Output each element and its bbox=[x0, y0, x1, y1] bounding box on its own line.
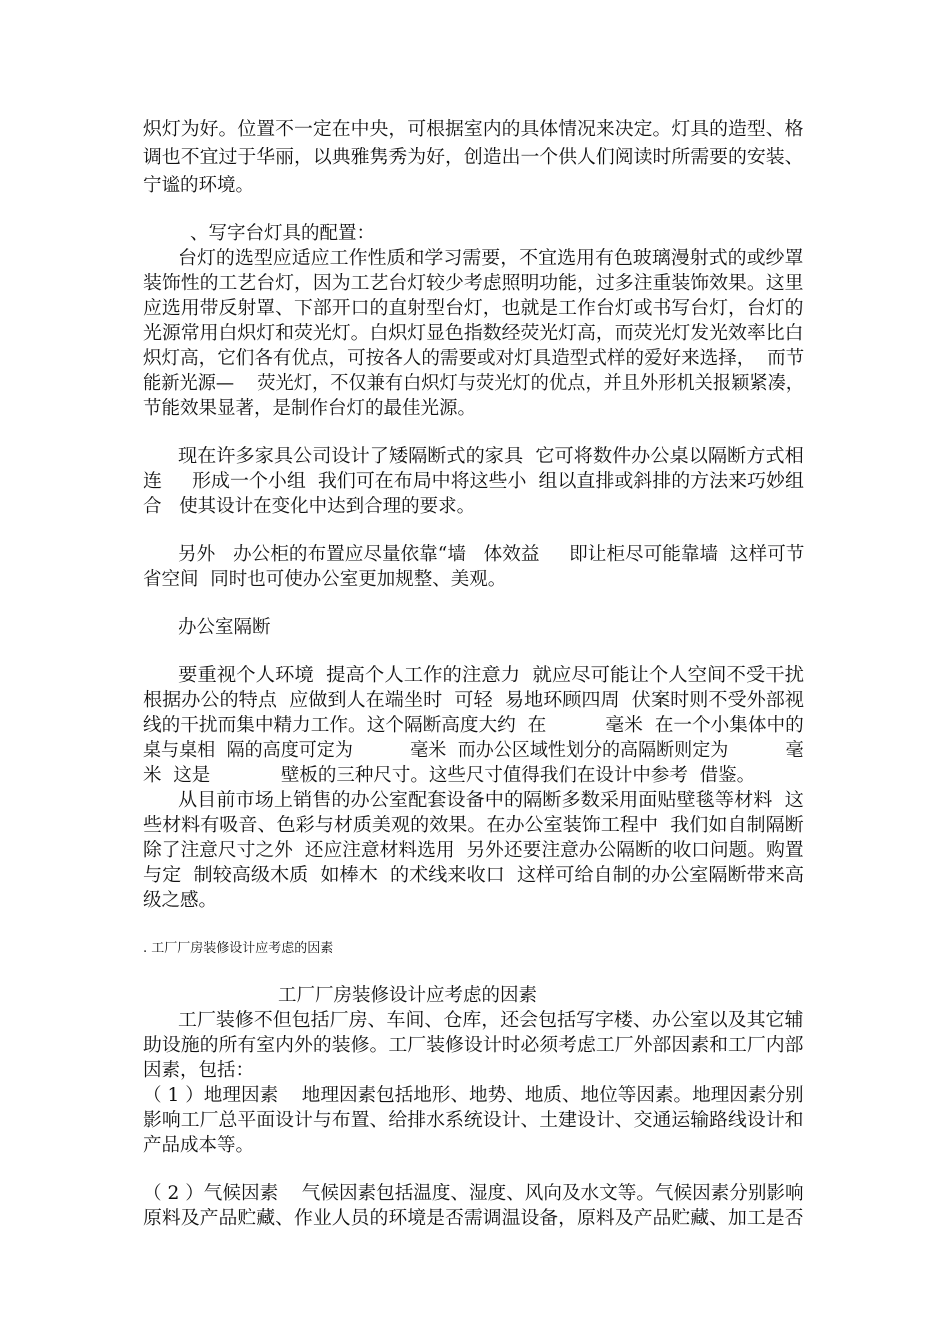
text-line: 应选用带反射罩、下部开口的直射型台灯，也就是工作台灯或书写台灯，台灯的 bbox=[143, 298, 804, 319]
text-line: 级之感。 bbox=[143, 890, 218, 911]
text-line: 宁谧的环境。 bbox=[143, 175, 255, 196]
text-line: 省空间 同时也可使办公室更加规整、美观。 bbox=[143, 569, 507, 590]
text-line: 调也不宜过于华丽，以典雅隽秀为好，创造出一个供人们阅读时所需要的安装、 bbox=[143, 147, 804, 168]
text-line: 光源常用白炽灯和荧光灯。白炽灯显色指数经荧光灯高，而荧光灯发光效率比白 bbox=[143, 323, 804, 344]
text-line: 因素，包括： bbox=[143, 1060, 255, 1081]
text-line: 与定 制较高级木质 如棒木 的术线来收口 这样可给自制的办公室隔断带来高 bbox=[143, 865, 805, 886]
text-line: 合 使其设计在变化中达到合理的要求。 bbox=[143, 496, 476, 517]
text-line: 连 形成一个小组 我们可在布局中将这些小 组以直排或斜排的方法来巧妙组 bbox=[143, 471, 804, 492]
text-line: 助设施的所有室内外的装修。工厂装修设计时必须考虑工厂外部因素和工厂内部 bbox=[143, 1035, 804, 1056]
text-line: 产品成本等。 bbox=[143, 1135, 255, 1156]
text-line: 除了注意尺寸之外 还应注意材料选用 另外还要注意办公隔断的收口问题。购置 bbox=[143, 840, 804, 861]
text-line: 台灯的选型应适应工作性质和学习需要，不宜选用有色玻璃漫射式的或纱罩 bbox=[178, 248, 804, 269]
text-line: 另外 办公柜的布置应尽量依靠“墙 体效益 即让柜尽可能靠墙 这样可节 bbox=[178, 544, 805, 565]
text-line: 米 这是 壁板的三种尺寸。这些尺寸值得我们在设计中参考 借鉴。 bbox=[143, 765, 756, 786]
text-line: （ 1 ）地理因素 地理因素包括地形、地势、地质、地位等因素。地理因素分别 bbox=[143, 1085, 804, 1106]
text-line: 根据办公的特点 应做到人在端坐时 可轻 易地环顾四周 伏案时则不受外部视 bbox=[143, 690, 805, 711]
text-line: 办公室隔断 bbox=[178, 617, 271, 638]
text-line: 现在许多家具公司设计了矮隔断式的家具 它可将数件办公桌以隔断方式相 bbox=[178, 446, 804, 467]
text-line: . 工厂厂房装修设计应考虑的因素 bbox=[143, 941, 334, 956]
text-line: （ 2 ）气候因素 气候因素包括温度、湿度、风向及水文等。气候因素分别影响 bbox=[143, 1183, 804, 1204]
text-line: 工厂装修不但包括厂房、车间、仓库，还会包括写字楼、办公室以及其它辅 bbox=[178, 1010, 804, 1031]
text-line: 节能效果显著，是制作台灯的最佳光源。 bbox=[143, 398, 477, 419]
text-line: 桌与桌相 隔的高度可定为 毫米 而办公区域性划分的高隔断则定为 毫 bbox=[143, 740, 804, 761]
text-line: 工厂厂房装修设计应考虑的因素 bbox=[278, 985, 538, 1006]
text-line: 装饰性的工艺台灯，因为工艺台灯较少考虑照明功能，过多注重装饰效果。这里 bbox=[143, 273, 804, 294]
text-line: 炽灯高，它们各有优点，可按各人的需要或对灯具造型式样的爱好来选择， 而节 bbox=[143, 348, 805, 369]
text-line: 要重视个人环境 提高个人工作的注意力 就应尽可能让个人空间不受干扰 bbox=[178, 665, 805, 686]
text-line: 能新光源— 荧光灯，不仅兼有白炽灯与荧光灯的优点，并且外形机关报颖紧凑， bbox=[143, 373, 805, 394]
text-line: 些材料有吸音、色彩与材质美观的效果。在办公室装饰工程中 我们如自制隔断 bbox=[143, 815, 804, 836]
text-line: 从目前市场上销售的办公室配套设备中的隔断多数采用面贴壁毯等材料 这 bbox=[178, 790, 804, 811]
text-line: 原料及产品贮藏、作业人员的环境是否需调温设备，原料及产品贮藏、加工是否 bbox=[143, 1208, 804, 1229]
text-line: 影响工厂总平面设计与布置、给排水系统设计、土建设计、交通运输路线设计和 bbox=[143, 1110, 804, 1131]
text-line: 线的干扰而集中精力工作。这个隔断高度大约 在 毫米 在一个小集体中的 bbox=[143, 715, 804, 736]
text-line: 炽灯为好。位置不一定在中央，可根据室内的具体情况来决定。灯具的造型、格 bbox=[143, 119, 804, 140]
text-line: 、写字台灯具的配置： bbox=[190, 223, 376, 244]
